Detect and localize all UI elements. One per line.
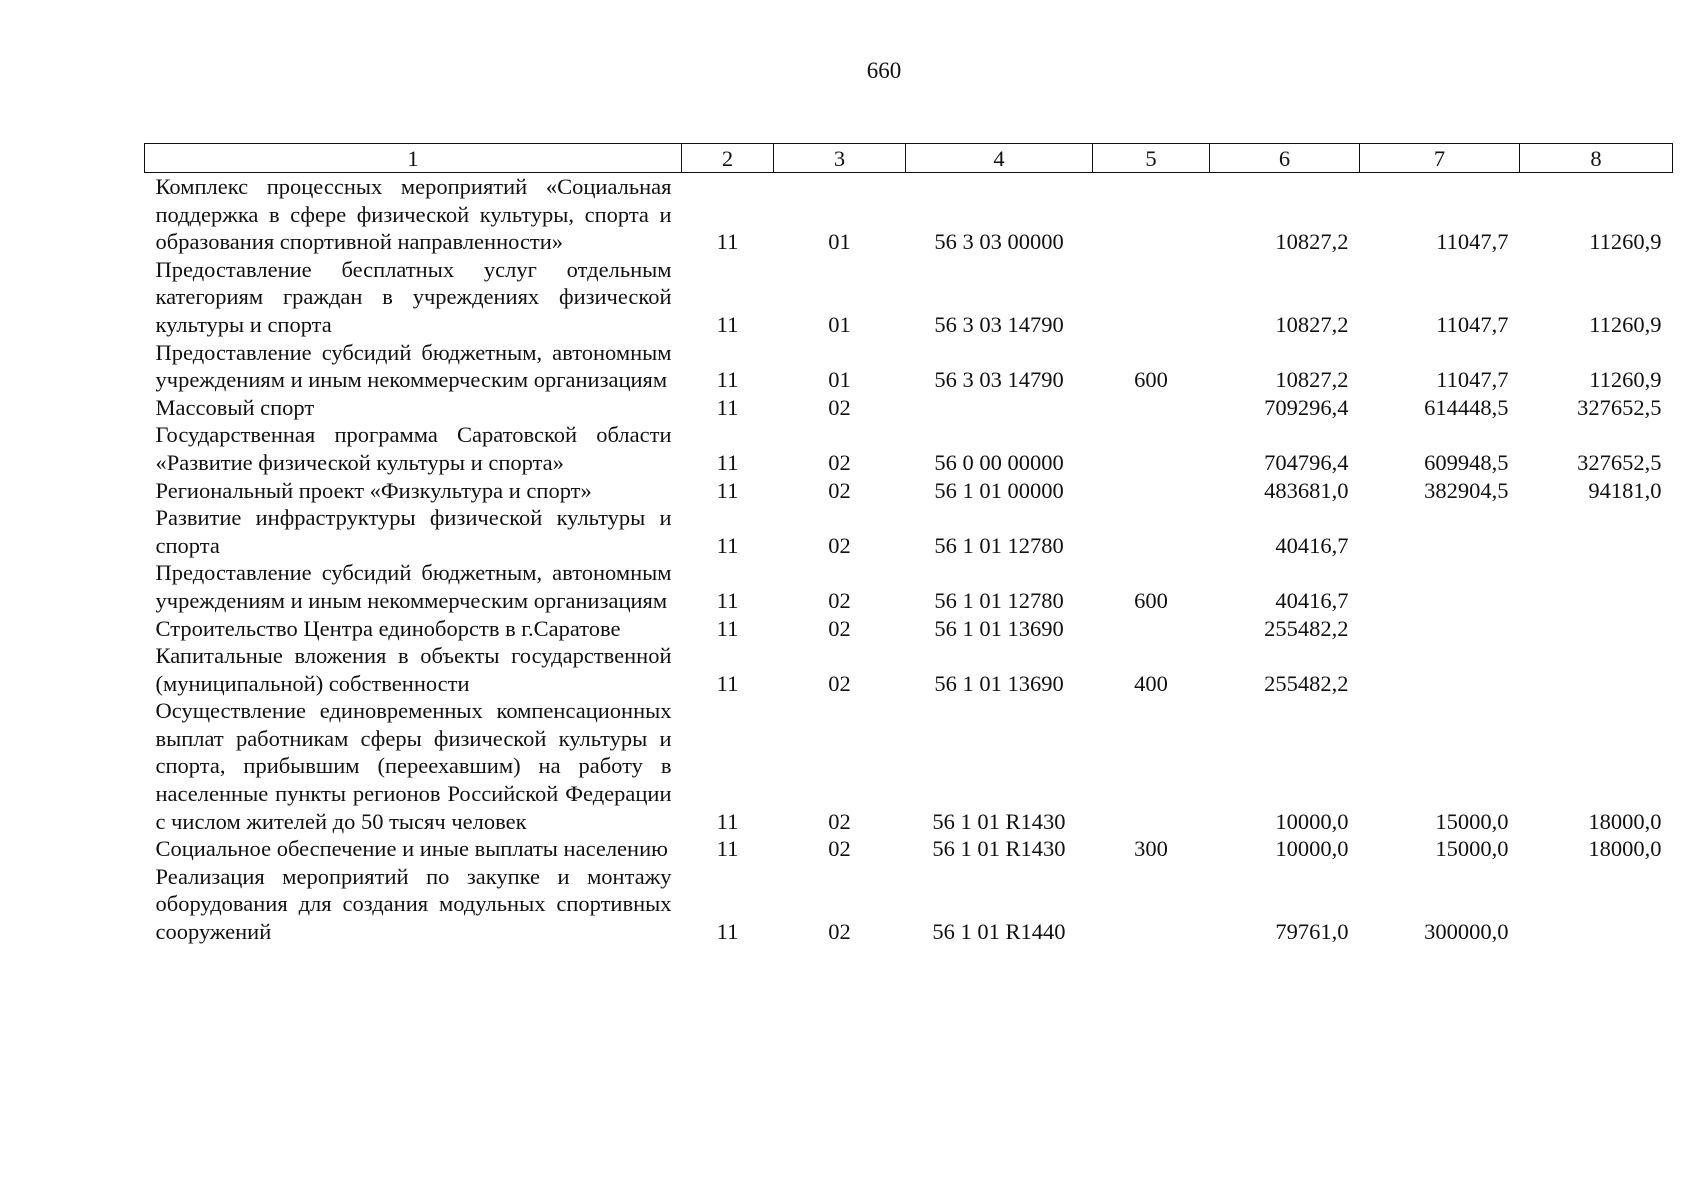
subsection-code: 02 xyxy=(828,449,851,475)
row-name: Комплекс процессных мероприятий «Социальная поддержка в сфере физической культуры, спорта и образования спортивной направленности» xyxy=(155,174,672,255)
expense-type-code xyxy=(1093,863,1210,946)
amount-col-6: 40416,7 xyxy=(1275,532,1349,558)
target-article-code: 56 1 01 00000 xyxy=(934,477,1064,503)
section-code: 11 xyxy=(716,615,739,641)
row-name: Осуществление единовременных компенсационных выплат работникам сферы физической культуры и спорта, прибывшим (переехавшим) на работу в населенные пункты регионов Российской Федерации с числом жителей до 50 тысяч человек xyxy=(155,698,672,834)
target-article-code: 56 1 01 12780 xyxy=(934,587,1064,613)
table-row xyxy=(145,256,1673,339)
section-code: 11 xyxy=(716,229,739,255)
target-article-code: 56 1 01 13690 xyxy=(934,670,1064,696)
table-row xyxy=(145,504,1673,559)
expense-type-code xyxy=(1093,173,1210,256)
amount-col-6: 10827,2 xyxy=(1275,229,1349,255)
amount-col-7: 382904,5 xyxy=(1424,477,1509,503)
amount-col-6: 10827,2 xyxy=(1275,367,1349,393)
amount-col-7 xyxy=(1360,559,1520,614)
amount-col-7: 15000,0 xyxy=(1435,836,1509,862)
row-name: Капитальные вложения в объекты государственной (муниципальной) собственности xyxy=(155,643,672,696)
expense-type-code xyxy=(1093,504,1210,559)
target-article-code: 56 0 00 00000 xyxy=(934,449,1064,475)
target-article-code: 56 1 01 R1430 xyxy=(932,836,1066,862)
amount-col-6: 255482,2 xyxy=(1264,670,1349,696)
table-row xyxy=(145,421,1673,476)
column-header-2: 2 xyxy=(682,144,774,173)
amount-col-8 xyxy=(1520,863,1673,946)
expense-type-code xyxy=(1093,256,1210,339)
header-row xyxy=(145,144,1673,173)
section-code: 11 xyxy=(716,670,739,696)
amount-col-8 xyxy=(1520,504,1673,559)
column-header-5: 5 xyxy=(1093,144,1210,173)
row-name: Предоставление субсидий бюджетным, автономным учреждениям и иным некоммерческим организациям xyxy=(155,560,672,613)
section-code: 11 xyxy=(716,311,739,337)
amount-col-6: 79761,0 xyxy=(1275,919,1349,945)
row-name: Развитие инфраструктуры физической культуры и спорта xyxy=(155,505,672,558)
target-article-code: 56 3 03 00000 xyxy=(934,229,1064,255)
amount-col-7: 15000,0 xyxy=(1435,808,1509,834)
target-article-code: 56 3 03 14790 xyxy=(934,367,1064,393)
amount-col-6: 10827,2 xyxy=(1275,311,1349,337)
section-code: 11 xyxy=(716,367,739,393)
expense-type-code: 600 xyxy=(1134,587,1168,613)
table-header xyxy=(145,144,1673,173)
amount-col-6: 10000,0 xyxy=(1275,836,1349,862)
section-code: 11 xyxy=(716,477,739,503)
row-name: Предоставление бесплатных услуг отдельным категориям граждан в учреждениях физической культуры и спорта xyxy=(155,256,672,337)
amount-col-8 xyxy=(1520,642,1673,697)
amount-col-7 xyxy=(1360,615,1520,643)
subsection-code: 01 xyxy=(828,311,851,337)
table-row xyxy=(145,394,1673,422)
expense-type-code xyxy=(1093,615,1210,643)
amount-col-6: 40416,7 xyxy=(1275,587,1349,613)
amount-col-8: 327652,5 xyxy=(1577,449,1662,475)
target-article-code: 56 3 03 14790 xyxy=(934,311,1064,337)
row-name: Предоставление субсидий бюджетным, автономным учреждениям и иным некоммерческим организациям xyxy=(155,339,672,393)
table-row xyxy=(145,173,1673,256)
table-row xyxy=(145,863,1673,946)
target-article-code xyxy=(906,394,1093,422)
subsection-code: 02 xyxy=(828,532,851,558)
amount-col-8: 11260,9 xyxy=(1589,367,1662,393)
budget-table xyxy=(144,143,1673,946)
amount-col-7 xyxy=(1360,642,1520,697)
expense-type-code xyxy=(1093,477,1210,505)
section-code: 11 xyxy=(716,919,739,945)
target-article-code: 56 1 01 12780 xyxy=(934,532,1064,558)
section-code: 11 xyxy=(716,808,739,834)
subsection-code: 02 xyxy=(828,808,851,834)
amount-col-8: 11260,9 xyxy=(1589,311,1662,337)
expense-type-code xyxy=(1093,421,1210,476)
amount-col-7: 11047,7 xyxy=(1436,311,1509,337)
column-header-3: 3 xyxy=(774,144,906,173)
expense-type-code xyxy=(1093,697,1210,835)
amount-col-7: 11047,7 xyxy=(1436,229,1509,255)
subsection-code: 01 xyxy=(828,367,851,393)
expense-type-code xyxy=(1093,394,1210,422)
expense-type-code: 300 xyxy=(1134,836,1168,862)
amount-col-8: 94181,0 xyxy=(1588,477,1662,503)
column-header-4: 4 xyxy=(906,144,1093,173)
row-name: Государственная программа Саратовской области «Развитие физической культуры и спорта» xyxy=(155,422,672,475)
column-header-6: 6 xyxy=(1210,144,1360,173)
amount-col-8 xyxy=(1520,615,1673,643)
expense-type-code: 600 xyxy=(1134,367,1168,393)
amount-col-7 xyxy=(1360,504,1520,559)
column-header-1: 1 xyxy=(145,144,682,173)
amount-col-7: 614448,5 xyxy=(1424,394,1509,420)
amount-col-8: 327652,5 xyxy=(1577,394,1662,420)
amount-col-8: 18000,0 xyxy=(1588,836,1662,862)
amount-col-7: 609948,5 xyxy=(1424,449,1509,475)
section-code: 11 xyxy=(716,587,739,613)
section-code: 11 xyxy=(716,449,739,475)
section-code: 11 xyxy=(716,394,739,420)
target-article-code: 56 1 01 R1430 xyxy=(932,808,1066,834)
row-name: Социальное обеспечение и иные выплаты населению xyxy=(155,836,668,862)
table-row xyxy=(145,835,1673,863)
amount-col-7: 11047,7 xyxy=(1436,367,1509,393)
amount-col-6: 255482,2 xyxy=(1264,615,1349,641)
amount-col-7: 300000,0 xyxy=(1424,919,1509,945)
subsection-code: 02 xyxy=(828,394,851,420)
row-name: Строительство Центра единоборств в г.Саратове xyxy=(155,615,621,641)
table-row xyxy=(145,559,1673,614)
amount-col-6: 704796,4 xyxy=(1264,449,1349,475)
table-row xyxy=(145,477,1673,505)
row-name: Региональный проект «Физкультура и спорт» xyxy=(155,477,592,503)
amount-col-8: 11260,9 xyxy=(1589,229,1662,255)
table-row xyxy=(145,615,1673,643)
column-header-7: 7 xyxy=(1360,144,1520,173)
table-row xyxy=(145,339,1673,394)
table-body xyxy=(145,173,1673,946)
section-code: 11 xyxy=(716,532,739,558)
row-name: Реализация мероприятий по закупке и монтажу оборудования для создания модульных спортивных сооружений xyxy=(155,863,672,945)
page-number: 660 xyxy=(866,58,902,83)
section-code: 11 xyxy=(716,836,739,862)
subsection-code: 02 xyxy=(828,919,851,945)
table-row xyxy=(145,697,1673,835)
target-article-code: 56 1 01 R1440 xyxy=(932,919,1066,945)
target-article-code: 56 1 01 13690 xyxy=(934,615,1064,641)
amount-col-8 xyxy=(1520,559,1673,614)
column-header-8: 8 xyxy=(1520,144,1673,173)
subsection-code: 02 xyxy=(828,670,851,696)
amount-col-6: 709296,4 xyxy=(1264,394,1349,420)
subsection-code: 02 xyxy=(828,587,851,613)
row-name: Массовый спорт xyxy=(155,394,315,420)
subsection-code: 01 xyxy=(828,229,851,255)
subsection-code: 02 xyxy=(828,477,851,503)
amount-col-8: 18000,0 xyxy=(1588,808,1662,834)
expense-type-code: 400 xyxy=(1134,670,1168,696)
subsection-code: 02 xyxy=(828,836,851,862)
amount-col-6: 10000,0 xyxy=(1275,808,1349,834)
table-row xyxy=(145,642,1673,697)
subsection-code: 02 xyxy=(828,615,851,641)
amount-col-6: 483681,0 xyxy=(1264,477,1349,503)
